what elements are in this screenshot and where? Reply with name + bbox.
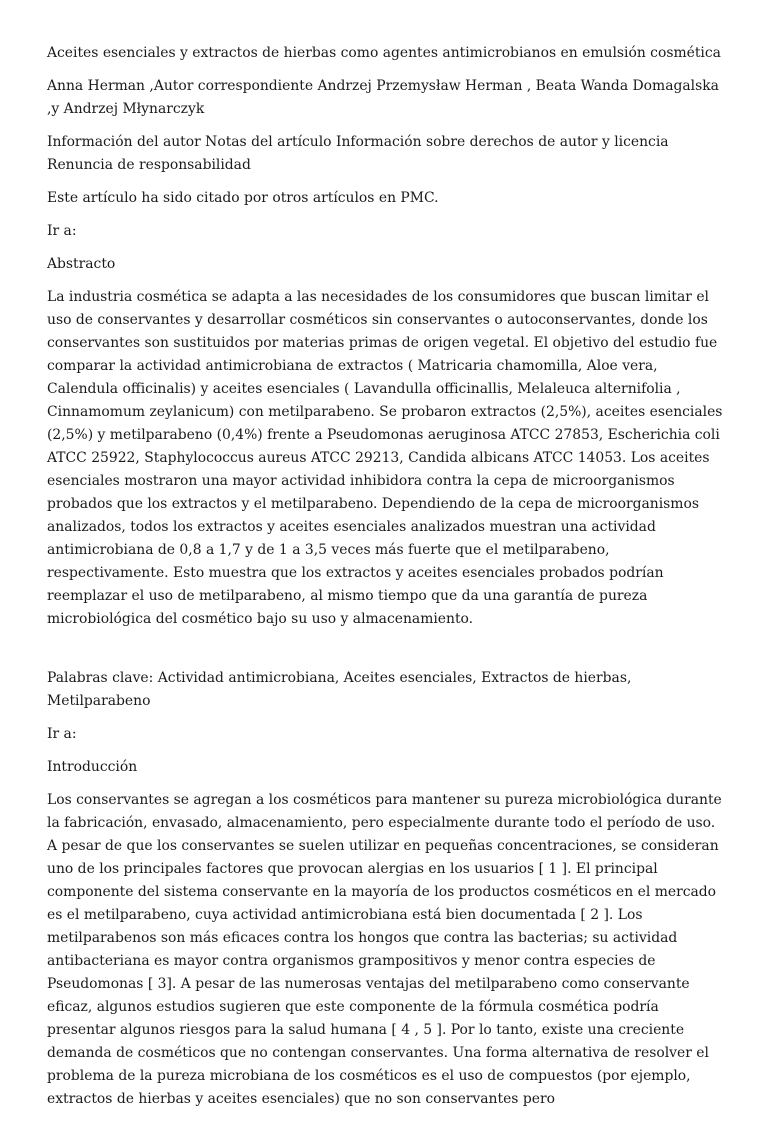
citation-note: Este artículo ha sido citado por otros artículos en PMC. <box>47 190 439 206</box>
document-page <box>47 42 723 1121</box>
article-authors: Anna Herman ,Autor correspondiente Andrzej Przemysław Herman , Beata Wanda Domagalska ,y Andrzej Młynarczyk <box>47 78 719 117</box>
introduction-text: Los conservantes se agregan a los cosméticos para mantener su pureza microbiológica durante la fabricación, envasado, almacenamiento, pero especialmente durante todo el período de uso. A pesar de que los conservantes se suelen utilizar en pequeñas concentraciones, se consideran uno de los principales factores que provocan alergias en los usuarios [ 1 ]. El principal componente del sistema conservante en la mayoría de los productos cosméticos en el mercado es el metilparabeno, cuya actividad antimicrobiana está bien documentada [ 2 ]. Los metilparabenos son más eficaces contra los hongos que contra las bacterias; su actividad antibacteriana es mayor contra organismos grampositivos y menor contra especies de Pseudomonas [ 3]. A pesar de las numerosas ventajas del metilparabeno como conservante eficaz, algunos estudios sugieren que este componente de la fórmula cosmética podría presentar algunos riesgos para la salud humana [ 4 , 5 ]. Por lo tanto, existe una creciente demanda de cosméticos que no contengan conservantes. Una forma alternativa de resolver el problema de la pureza microbiana de los cosméticos es el uso de compuestos (por ejemplo, extractos de hierbas y aceites esenciales) que no son conservantes pero <box>47 792 722 1107</box>
introduction-heading: Introducción <box>47 759 138 775</box>
abstract-heading: Abstracto <box>47 256 116 272</box>
goto-label-1: Ir a: <box>47 223 77 239</box>
goto-label-2: Ir a: <box>47 726 77 742</box>
keywords: Palabras clave: Actividad antimicrobiana, Aceites esenciales, Extractos de hierbas, Metilparabeno <box>47 670 632 709</box>
article-title: Aceites esenciales y extractos de hierbas como agentes antimicrobianos en emulsión cosmética <box>47 45 721 61</box>
author-information-links: Información del autor Notas del artículo Información sobre derechos de autor y licencia Renuncia de responsabilidad <box>47 134 669 173</box>
abstract-text: La industria cosmética se adapta a las necesidades de los consumidores que buscan limitar el uso de conservantes y desarrollar cosméticos sin conservantes o autoconservantes, donde los conservantes son sustituidos por materias primas de origen vegetal. El objetivo del estudio fue comparar la actividad antimicrobiana de extractos ( Matricaria chamomilla, Aloe vera, Calendula officinalis) y aceites esenciales ( Lavandulla officinallis, Melaleuca alternifolia , Cinnamomum zeylanicum) con metilparabeno. Se probaron extractos (2,5%), aceites esenciales (2,5%) y metilparabeno (0,4%) frente a Pseudomonas aeruginosa ATCC 27853, Escherichia coli ATCC 25922, Staphylococcus aureus ATCC 29213, Candida albicans ATCC 14053. Los aceites esenciales mostraron una mayor actividad inhibidora contra la cepa de microorganismos probados que los extractos y el metilparabeno. Dependiendo de la cepa de microorganismos analizados, todos los extractos y aceites esenciales analizados muestran una actividad antimicrobiana de 0,8 a 1,7 y de 1 a 3,5 veces más fuerte que el metilparabeno, respectivamente. Esto muestra que los extractos y aceites esenciales probados podrían reemplazar el uso de metilparabeno, al mismo tiempo que da una garantía de pureza microbiológica del cosmético bajo su uso y almacenamiento. <box>47 289 723 627</box>
